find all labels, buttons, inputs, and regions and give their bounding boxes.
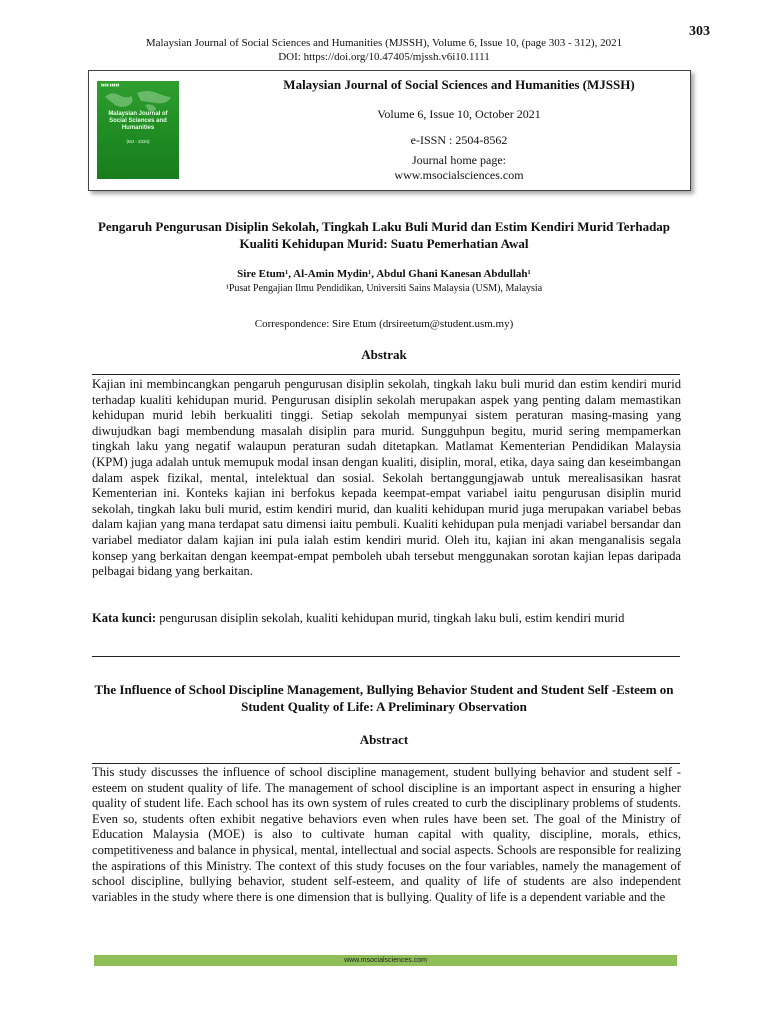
keywords-label: Kata kunci:	[92, 611, 157, 625]
english-title: The Influence of School Discipline Management, Bullying Behavior Student and Student Self -Esteem on Student Quality of Life: A Preliminary Observation	[94, 682, 674, 714]
abstract-top-rule	[92, 763, 680, 764]
journal-home-label: Journal home page:	[412, 153, 506, 167]
abstrak-bottom-rule	[92, 656, 680, 657]
abstrak-heading: Abstrak	[361, 347, 407, 362]
abstrak-body: Kajian ini membincangkan pengaruh pengurusan disiplin sekolah, tingkah laku buli murid dan estim kendiri murid terhadap kualiti kehidupan murid. Pengurusan disiplin sekolah merupakan aspek yang penting dalam memastikan kehidupan murid lebih berkualiti tinggi. Setiap sekolah mempunyai sistem peraturan masing-masing yang diwujudkan bagi membendung masalah disiplin para murid. Sungguhpun begitu, murid sering mempamerkan tingkah laku yang negatif walaupun peraturan sudah ditetapkan. Matlamat Kementerian Pendidikan Malaysia (KPM) juga adalah untuk memupuk modal insan dengan kualiti, disiplin, moral, etika, daya saing dan keseimbangan dalam aspek fizikal, mental, intelektual dan sosial. Sekolah bertanggungjawab untuk merealisasikan hasrat Kementerian ini. Konteks kajian ini berfokus kepada keempat-empat variabel iaitu pengurusan disiplin murid sekolah, tingkah laku buli murid, estim kendiri murid, dan kualiti kehidupan murid juga merupakan variabel bebas dalam kajian yang mana terdapat satu dimensi iaitu pembuli. Kualiti kehidupan pula menjadi variabel bersandar dan variabel mediator dalam kajian ini pula ialah estim kendiri murid. Oleh itu, kajian ini akan menganalisis segala konsep yang berkaitan dengan keempat-empat pemboleh ubah tersebut menggunakan sorotan kajian lepas daripada pelbagai bidang yang berkaitan.	[92, 377, 681, 579]
abstract-heading: Abstract	[359, 732, 409, 747]
abstract-body: This study discusses the influence of school discipline management, student bullying behavior and student self -esteem on student quality of life. The management of school discipline is an important aspect in ensuring a higher quality of student life. Each school has its own system of rules created to curb the disciplinary problems of students. Even so, students often exhibit negative behaviors even when rules have been set. The goal of the Ministry of Education Malaysia (MOE) is also to cultivate human capital with quality, discipline, morals, ethics, competitiveness and balance in physical, mental, intellectual and social aspects. Schools are responsible for realizing the aspirations of this Ministry. The context of this study focuses on the four variables, namely the management of school discipline, bullying behavior, student self-esteem, and quality of life of students are also independent variables in the study where there is one dimension that is bullying. Quality of life is a dependent variable and the	[92, 765, 681, 904]
journal-issn: e-ISSN : 2504-8562	[410, 133, 508, 147]
correspondence: Correspondence: Sire Etum (drsireetum@student.usm.my)	[254, 318, 514, 330]
footer-url[interactable]: www.msocialsciences.com	[344, 957, 427, 964]
abstrak-top-rule	[92, 374, 680, 375]
journal-title: Malaysian Journal of Social Sciences and Humanities (MJSSH)	[283, 77, 635, 92]
journal-volume: Volume 6, Issue 10, October 2021	[377, 107, 541, 121]
journal-info-box	[88, 70, 691, 191]
running-head-doi[interactable]: DOI: https://doi.org/10.47405/mjssh.v6i10.1111	[278, 51, 490, 63]
cover-issn: (MJ - 2334)	[126, 139, 150, 144]
cover-header-strip: ▮▮▮▮ ▮▮▮▮▮	[101, 83, 120, 87]
journal-home-link[interactable]: www.msocialsciences.com	[394, 168, 524, 182]
cover-title: Malaysian Journal of Social Sciences and Humanities	[108, 111, 168, 131]
journal-cover-image	[97, 81, 179, 179]
keywords-text: pengurusan disiplin sekolah, kualiti kehidupan murid, tingkah laku buli, estim kendiri murid	[159, 611, 625, 625]
page-number: 303	[689, 24, 710, 39]
world-map-icon	[101, 87, 175, 113]
malay-title: Pengaruh Pengurusan Disiplin Sekolah, Tingkah Laku Buli Murid dan Estim Kendiri Murid Terhadap Kualiti Kehidupan Murid: Suatu Pemerhatian Awal	[97, 219, 671, 251]
running-head-citation: Malaysian Journal of Social Sciences and Humanities (MJSSH), Volume 6, Issue 10, (page 303 - 312), 2021	[145, 37, 623, 49]
running-head	[0, 36, 768, 64]
journal-home	[239, 153, 679, 183]
affiliation: ¹Pusat Pengajian Ilmu Pendidikan, Universiti Sains Malaysia (USM), Malaysia	[225, 283, 543, 294]
author-list: Sire Etum¹, Al-Amin Mydin¹, Abdul Ghani Kanesan Abdullah¹	[237, 268, 531, 280]
keywords	[92, 611, 681, 627]
